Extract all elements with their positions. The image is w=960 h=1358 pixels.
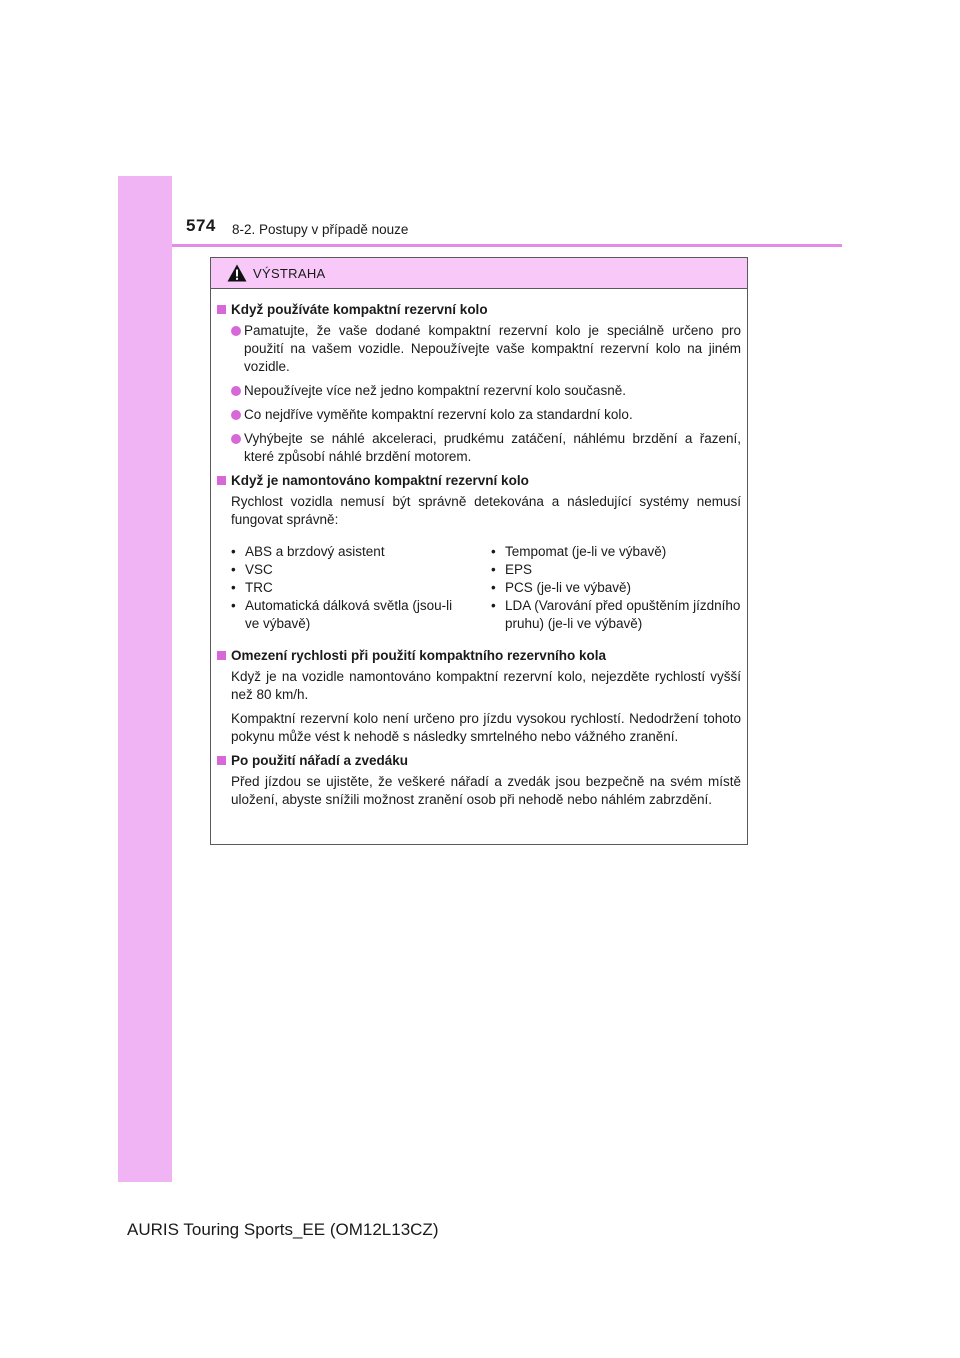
- warning-title: VÝSTRAHA: [253, 265, 326, 281]
- systems-column-right: [491, 543, 751, 633]
- list-item: • TRC: [231, 580, 273, 595]
- circle-bullet-icon: [231, 386, 241, 396]
- bullet-text: Pamatujte, že vaše dodané kompaktní rezervní kolo je speciálně určeno pro použití na vašem vozidle. Nepoužívejte vaše kompaktní rezervní kolo na jiném vozidle.: [244, 323, 741, 374]
- square-bullet-icon: [217, 305, 226, 314]
- page-number: 574: [186, 216, 216, 235]
- chapter-side-tab: [118, 176, 172, 1182]
- warning-header: [211, 258, 747, 289]
- bullet-text: Nepoužívejte více než jedno kompaktní rezervní kolo současně.: [244, 383, 626, 398]
- bullet-text: Co nejdříve vyměňte kompaktní rezervní kolo za standardní kolo.: [244, 407, 633, 422]
- section-heading: [216, 472, 741, 490]
- circle-bullet-icon: [231, 434, 241, 444]
- paragraph: Kompaktní rezervní kolo není určeno pro jízdu vysokou rychlostí. Nedodržení tohoto pokynu může vést k nehodě s následky smrtelného nebo vážného zranění.: [231, 711, 741, 744]
- list-item: • ABS a brzdový asistent: [231, 544, 385, 559]
- paragraph: Rychlost vozidla nemusí být správně detekována a následující systémy nemusí fungovat správně:: [231, 494, 741, 527]
- heading-text: Omezení rychlosti při použití kompaktního rezervního kola: [231, 648, 607, 663]
- warning-triangle-icon: [227, 264, 247, 282]
- warning-box: [210, 257, 748, 845]
- list-item: • PCS (je-li ve výbavě): [491, 580, 632, 595]
- list-item: • VSC: [231, 562, 273, 577]
- header-rule: [172, 244, 842, 247]
- section-heading: [216, 301, 741, 319]
- paragraph: Před jízdou se ujistěte, že veškeré nářadí a zvedák jsou bezpečně na svém místě uložení, abyste snížili možnost zranění osob při nehodě nebo náhlém zabrzdění.: [231, 774, 741, 807]
- section-heading: [216, 647, 741, 665]
- paragraph: Když je na vozidle namontováno kompaktní rezervní kolo, nejezděte rychlostí vyšší než 80 km/h.: [231, 669, 741, 702]
- list-item: [231, 430, 741, 466]
- section-heading: [216, 752, 741, 770]
- list-item: [231, 382, 741, 400]
- square-bullet-icon: [217, 476, 226, 485]
- heading-text: Po použití nářadí a zvedáku: [231, 753, 409, 768]
- list-item: • Automatická dálková světla (jsou-li ve výbavě): [231, 598, 453, 631]
- heading-text: Když používáte kompaktní rezervní kolo: [231, 302, 488, 317]
- list-item: [231, 406, 741, 424]
- circle-bullet-icon: [231, 326, 241, 336]
- circle-bullet-icon: [231, 410, 241, 420]
- square-bullet-icon: [217, 756, 226, 765]
- list-item: [231, 322, 741, 376]
- warning-body: [211, 289, 747, 809]
- list-item: • LDA (Varování před opuštěním jízdního pruhu) (je-li ve výbavě): [491, 598, 741, 631]
- systems-column-left: [231, 543, 491, 633]
- square-bullet-icon: [217, 651, 226, 660]
- section-title: 8-2. Postupy v případě nouze: [232, 222, 409, 237]
- bullet-text: Vyhýbejte se náhlé akceleraci, prudkému zatáčení, náhlému brzdění a řazení, které způsobí náhlé brzdění motorem.: [244, 431, 741, 464]
- list-item: • EPS: [491, 562, 533, 577]
- footer-text: AURIS Touring Sports_EE (OM12L13CZ): [127, 1220, 439, 1239]
- list-item: • Tempomat (je-li ve výbavě): [491, 544, 667, 559]
- systems-list: [231, 543, 741, 633]
- heading-text: Když je namontováno kompaktní rezervní kolo: [231, 473, 529, 488]
